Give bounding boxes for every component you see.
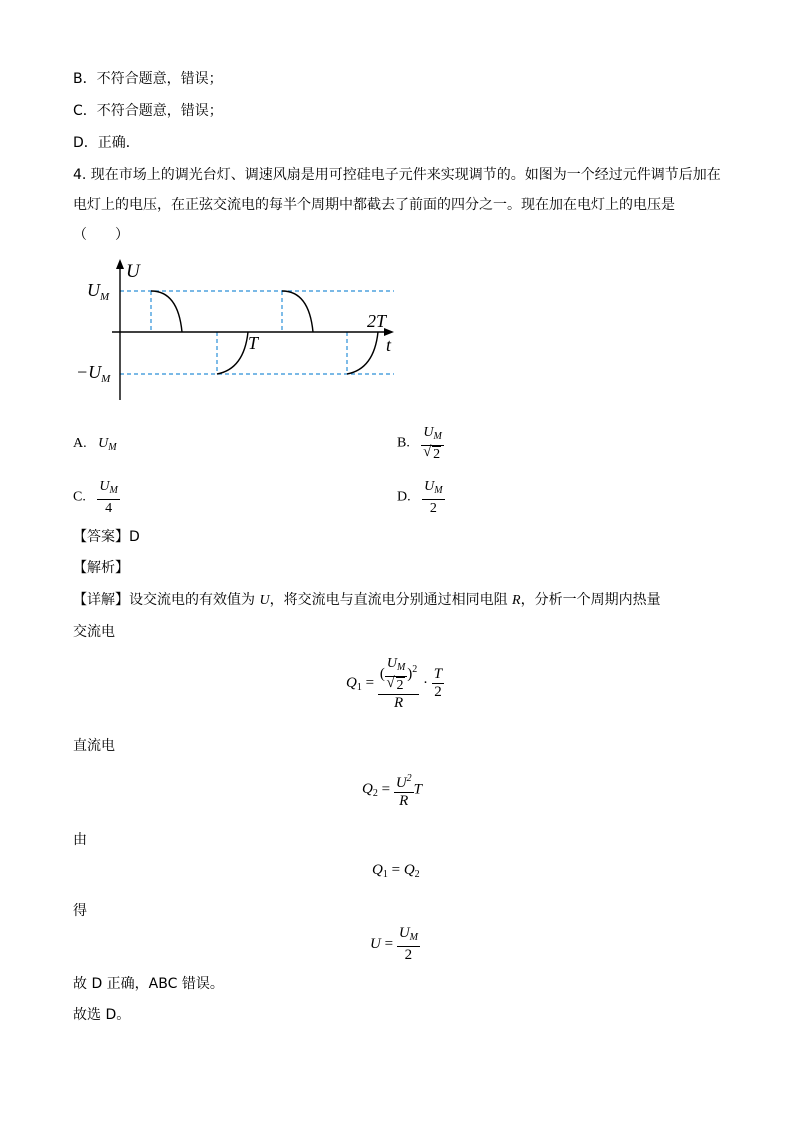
option-c-fraction: $\frac{U_M}{4}$ <box>99 479 118 516</box>
formula-result: U = $\frac{U_M}{2}$ <box>370 925 418 963</box>
option-b-fraction: $U_M$ √ 2 <box>421 424 443 463</box>
de-label: 得 <box>73 903 87 919</box>
option-d-explanation: D．正确． <box>73 135 140 151</box>
y-axis-arrow-icon <box>116 259 124 269</box>
detail-tag: 【详解】 <box>73 592 129 608</box>
dc-label: 直流电 <box>73 738 115 754</box>
label-neg-um: $-U_M$ <box>76 362 111 385</box>
option-b <box>397 424 444 463</box>
option-b-explanation: B．不符合题意，错误； <box>73 71 223 87</box>
label-um: $U_M$ <box>87 280 110 303</box>
answer-line <box>73 526 140 546</box>
option-d-label: D. <box>397 489 411 505</box>
question-4-line-2: 电灯上的电压，在正弦交流电的每半个周期中都截去了前面的四分之一。现在加在电灯上的电压是 <box>73 197 675 213</box>
axes <box>112 263 390 400</box>
option-c <box>73 478 120 517</box>
option-c-explanation: C．不符合题意，错误； <box>73 103 223 119</box>
conclusion-line: 故 D 正确，ABC 错误。 <box>73 976 224 992</box>
analysis-tag: 【解析】 <box>73 560 129 576</box>
choose-line: 故选 D。 <box>73 1007 131 1023</box>
q1-fraction: ( $U_M$ √ 2 )$^2$ R <box>378 655 419 712</box>
answer-tag: 【答案】 <box>73 529 129 545</box>
option-b-label: B. <box>397 435 410 451</box>
formula-q2: $Q_2$ = $\frac{U^2}{R}$ T <box>362 770 422 810</box>
detail-line: 【详解】设交流电的有效值为 U，将交流电与直流电分别通过相同电阻 R，分析一个周期内热量 <box>73 592 661 608</box>
formula-q1-eq-q2: $Q_1 = Q_2$ <box>372 862 420 880</box>
question-4-line-1: 4. 现在市场上的调光台灯、调速风扇是用可控硅电子元件来实现调节的。如图为一个经过元件调节后加在 <box>73 167 721 183</box>
label-2T: 2T <box>367 311 387 331</box>
answer-value: D <box>129 529 140 545</box>
option-d <box>397 478 445 517</box>
option-a <box>73 436 117 453</box>
option-c-label: C. <box>73 489 86 505</box>
axis-label-t: t <box>386 335 392 355</box>
question-4-blank: （ ） <box>73 227 129 243</box>
formula-q1: $Q_1$ = ( $U_M$ √ 2 )$^2$ R · $\frac{T}{2}$ <box>346 655 444 712</box>
option-d-fraction: $\frac{U_M}{2}$ <box>424 479 443 516</box>
ac-label: 交流电 <box>73 624 115 640</box>
label-T: T <box>248 333 259 353</box>
option-a-value: $U_M$ <box>98 436 117 453</box>
voltage-waveform-figure <box>72 255 412 405</box>
option-a-label: A. <box>73 436 87 451</box>
you-label: 由 <box>73 832 87 848</box>
axis-label-u: U <box>126 261 140 282</box>
